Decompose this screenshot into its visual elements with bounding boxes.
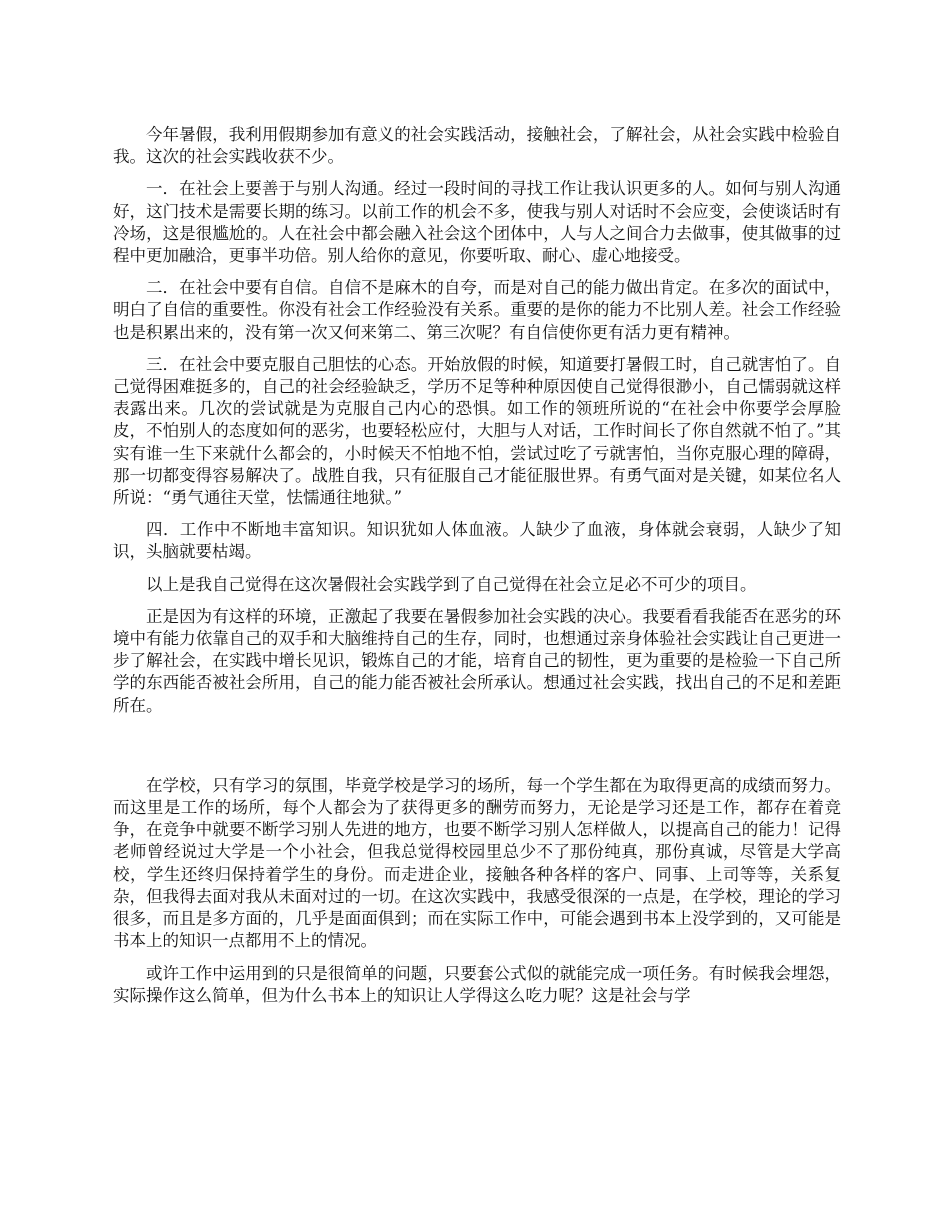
section-gap	[113, 727, 841, 775]
paragraph-school-vs-work: 在学校，只有学习的氛围，毕竟学校是学习的场所，每一个学生都在为取得更高的成绩而努力。而这里是工作的场所，每个人都会为了获得更多的酬劳而努力，无论是学习还是工作，都存在着竞争，在竞争中就要不断学习别人先进的地方，也要不断学习别人怎样做人，以提高自己的能力！记得老师曾经说过大学是一个小社会，但我总觉得校园里总少不了那份纯真，那份真诚，尽管是大学高校，学生还终归保持着学生的身份。而走进企业，接触各种各样的客户、同事、上司等等，关系复杂，但我得去面对我从未面对过的一切。在这次实践中，我感受很深的一点是，在学校，理论的学习很多，而且是多方面的，几乎是面面俱到；而在实际工作中，可能会遇到书本上没学到的，又可能是书本上的知识一点都用不上的情况。	[113, 775, 841, 951]
paragraph-point-4: 四．工作中不断地丰富知识。知识犹如人体血液。人缺少了血液，身体就会衰弱，人缺少了知识，头脑就要枯竭。	[113, 520, 841, 562]
paragraph-point-2: 二．在社会中要有自信。自信不是麻木的自夸，而是对自己的能力做出肯定。在多次的面试中，明白了自信的重要性。你没有社会工作经验没有关系。重要的是你的能力不比别人差。社会工作经验也是积累出来的，没有第一次又何来第二、第三次呢？有自信使你更有活力更有精神。	[113, 278, 841, 342]
paragraph-point-3: 三．在社会中要克服自己胆怯的心态。开始放假的时候，知道要打暑假工时，自己就害怕了。自己觉得困难挺多的，自己的社会经验缺乏，学历不足等种种原因使自己觉得很渺小，自己懦弱就这样表露出来。几次的尝试就是为克服自己内心的恐惧。如工作的领班所说的“在社会中你要学会厚脸皮，不怕别人的态度如何的恶劣，也要轻松应付，大胆与人对话，工作时间长了你自然就不怕了。”其实有谁一生下来就什么都会的，小时候天不怕地不怕，尝试过吃了亏就害怕，当你克服心理的障碍，那一切都变得容易解决了。战胜自我，只有征服自己才能征服世界。有勇气面对是关键，如某位名人所说：“勇气通往天堂，怯懦通往地狱。”	[113, 354, 841, 508]
paragraph-motivation: 正是因为有这样的环境，正激起了我要在暑假参加社会实践的决心。我要看看我能否在恶劣的环境中有能力依靠自己的双手和大脑维持自己的生存，同时，也想通过亲身体验社会实践让自己更进一步了解社会，在实践中增长见识，锻炼自己的才能，培育自己的韧性，更为重要的是检验一下自己所学的东西能否被社会所用，自己的能力能否被社会所承认。想通过社会实践，找出自己的不足和差距所在。	[113, 606, 841, 715]
paragraph-reflection: 或许工作中运用到的只是很简单的问题，只要套公式似的就能完成一项任务。有时候我会埋怨，实际操作这么简单，但为什么书本上的知识让人学得这么吃力呢？这是社会与学	[113, 963, 841, 1005]
paragraph-point-1: 一．在社会上要善于与别人沟通。经过一段时间的寻找工作让我认识更多的人。如何与别人沟通好，这门技术是需要长期的练习。以前工作的机会不多，使我与别人对话时不会应变，会使谈话时有冷场，这是很尴尬的。人在社会中都会融入社会这个团体中，人与人之间合力去做事，使其做事的过程中更加融洽，更事半功倍。别人给你的意见，你要听取、耐心、虚心地接受。	[113, 179, 841, 266]
paragraph-intro: 今年暑假，我利用假期参加有意义的社会实践活动，接触社会，了解社会，从社会实践中检验自我。这次的社会实践收获不少。	[113, 125, 841, 167]
document-page	[113, 124, 841, 1017]
paragraph-summary: 以上是我自己觉得在这次暑假社会实践学到了自己觉得在社会立足必不可少的项目。	[146, 574, 757, 594]
